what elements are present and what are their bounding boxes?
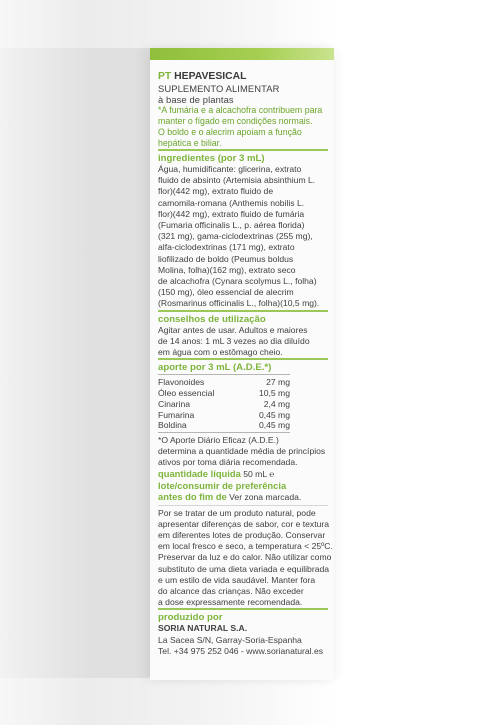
- section-divider: [158, 149, 328, 151]
- quantity-label: quantidade líquida: [158, 468, 241, 480]
- green-top-stripe: [150, 48, 334, 60]
- table-row: [158, 410, 290, 421]
- table-row: [158, 420, 290, 431]
- usage-line: em água com o estômago cheio.: [158, 347, 283, 358]
- quantity-value: 50 mL ℮: [243, 469, 275, 480]
- ingredients-line: camomila-romana (Anthemis nobilis L.: [158, 197, 305, 208]
- warning-line: em local fresco e seco, a temperatura < 25ºC.: [158, 541, 333, 552]
- warning-line: em diferentes lotes de produção. Conservar: [158, 530, 326, 541]
- table-row: [158, 377, 290, 388]
- producer-name: SORIA NATURAL S.A.: [158, 623, 248, 634]
- claim-line: manter o fígado em condições normais.: [158, 116, 313, 126]
- producer-header: produzido por: [158, 612, 223, 624]
- producer-contact: Tel. +34 975 252 046 - www.sorianatural.es: [158, 645, 324, 656]
- usage-line: Agitar antes de usar. Adultos e maiores: [158, 324, 308, 335]
- warning-line: Por se tratar de um produto natural, pode: [158, 507, 316, 518]
- ingredients-line: (Rosmarinus officinalis L., folha)(10,5 mg).: [158, 298, 320, 309]
- nutrient-value: 10,5 mg: [258, 388, 290, 399]
- usage-header: conselhos de utilização: [158, 313, 266, 325]
- warning-line: a dose expressamente recomendada.: [158, 597, 303, 608]
- ingredients-line: (321 mg), gama-ciclodextrinas (255 mg),: [158, 231, 313, 242]
- product-title: [158, 71, 336, 83]
- ade-note: [158, 435, 336, 468]
- nutrient-value: 2,4 mg: [263, 398, 290, 409]
- best-before-label: lote/consumir de preferência: [158, 480, 287, 492]
- ingredients-line: flor)(442 mg), extrato fluido de: [158, 186, 274, 197]
- table-row: [158, 399, 290, 410]
- nutrition-header: aporte por 3 mL (A.D.E.*): [158, 362, 272, 374]
- warning-line: apresentar diferenças de sabor, cor e textura: [158, 518, 330, 529]
- table-rule: [158, 432, 290, 433]
- nutrient-name: Fumarina: [158, 409, 195, 420]
- section-rule: [158, 505, 328, 506]
- section-divider: [158, 358, 328, 360]
- ingredients-line: Água, humidificante: glicerina, extrato: [158, 164, 302, 174]
- ingredients-line: de alcachofra (Cynara scolymus L., folha): [158, 276, 317, 287]
- ingredients-line: (150 mg), óleo essencial de alecrim: [158, 287, 294, 298]
- health-claims: [158, 105, 336, 149]
- ingredients-line: alfa-ciclodextrinas (171 mg), extrato: [158, 242, 295, 253]
- nutrient-value: 0,45 mg: [258, 409, 290, 420]
- usage-text: [158, 325, 336, 359]
- nutrient-value: 0,45 mg: [258, 420, 290, 431]
- warning-line: substituto de uma dieta variada e equilibrada: [158, 563, 330, 574]
- ade-line: ativos por toma diária recomendada.: [158, 457, 298, 468]
- ingredients-line: fluido de absinto (Artemisia absinthium L.: [158, 175, 316, 186]
- language-code: PT: [158, 71, 172, 82]
- warnings-text: [158, 508, 336, 609]
- usage-line: de 14 anos: 1 mL 3 vezes ao dia diluído: [158, 335, 310, 346]
- nutrient-name: Cinarina: [158, 398, 191, 409]
- ade-line: determina a quantidade média de princípios: [158, 446, 326, 457]
- box-side-shadow: [0, 48, 150, 678]
- ingredients-text: [158, 164, 336, 310]
- warning-line: Preservar da luz e do calor. Não utilizar como: [158, 552, 332, 563]
- ingredients-line: liofilizado de boldo (Peumus boldus: [158, 253, 294, 264]
- nutrition-table: [158, 377, 290, 431]
- nutrient-name: Óleo essencial: [158, 388, 215, 399]
- nutrient-name: Flavonoides: [158, 377, 205, 388]
- table-rule: [158, 374, 290, 375]
- product-subtitle-2: à base de plantas: [158, 94, 234, 105]
- best-before-value: Ver zona marcada.: [229, 492, 302, 503]
- claim-line: hepática e biliar.: [158, 138, 222, 148]
- best-before-line: [158, 491, 336, 503]
- claim-line: O boldo e o alecrim apoiam a função: [158, 127, 302, 137]
- ingredients-header: ingredientes (por 3 mL): [158, 153, 265, 164]
- nutrient-value: 27 mg: [266, 377, 290, 388]
- producer-address: La Sacea S/N, Garray-Soria-Espanha: [158, 634, 302, 645]
- nutrient-name: Boldina: [158, 420, 187, 431]
- product-subtitle: SUPLEMENTO ALIMENTAR: [158, 83, 280, 94]
- ade-line: *O Aporte Diário Eficaz (A.D.E.): [158, 435, 279, 446]
- ingredients-line: flor)(442 mg), extrato fluido de fumária: [158, 208, 305, 219]
- section-divider: [158, 310, 328, 312]
- net-quantity: [158, 468, 336, 480]
- claim-line: *A fumária e a alcachofra contribuem para: [158, 105, 323, 115]
- warning-line: e um estilo de vida saudável. Manter fora: [158, 574, 316, 585]
- section-divider: [158, 608, 328, 610]
- ingredients-line: (Fumaria officinalis L., p. aérea florida): [158, 220, 305, 231]
- best-before-label-2: antes do fim de: [158, 491, 227, 503]
- warning-line: do alcance das crianças. Não exceder: [158, 586, 304, 597]
- label-content: [158, 71, 336, 657]
- table-row: [158, 388, 290, 399]
- ingredients-line: Molina, folha)(162 mg), extrato seco: [158, 264, 296, 275]
- product-box-label: [150, 48, 334, 680]
- product-name: HEPAVESICAL: [174, 71, 247, 82]
